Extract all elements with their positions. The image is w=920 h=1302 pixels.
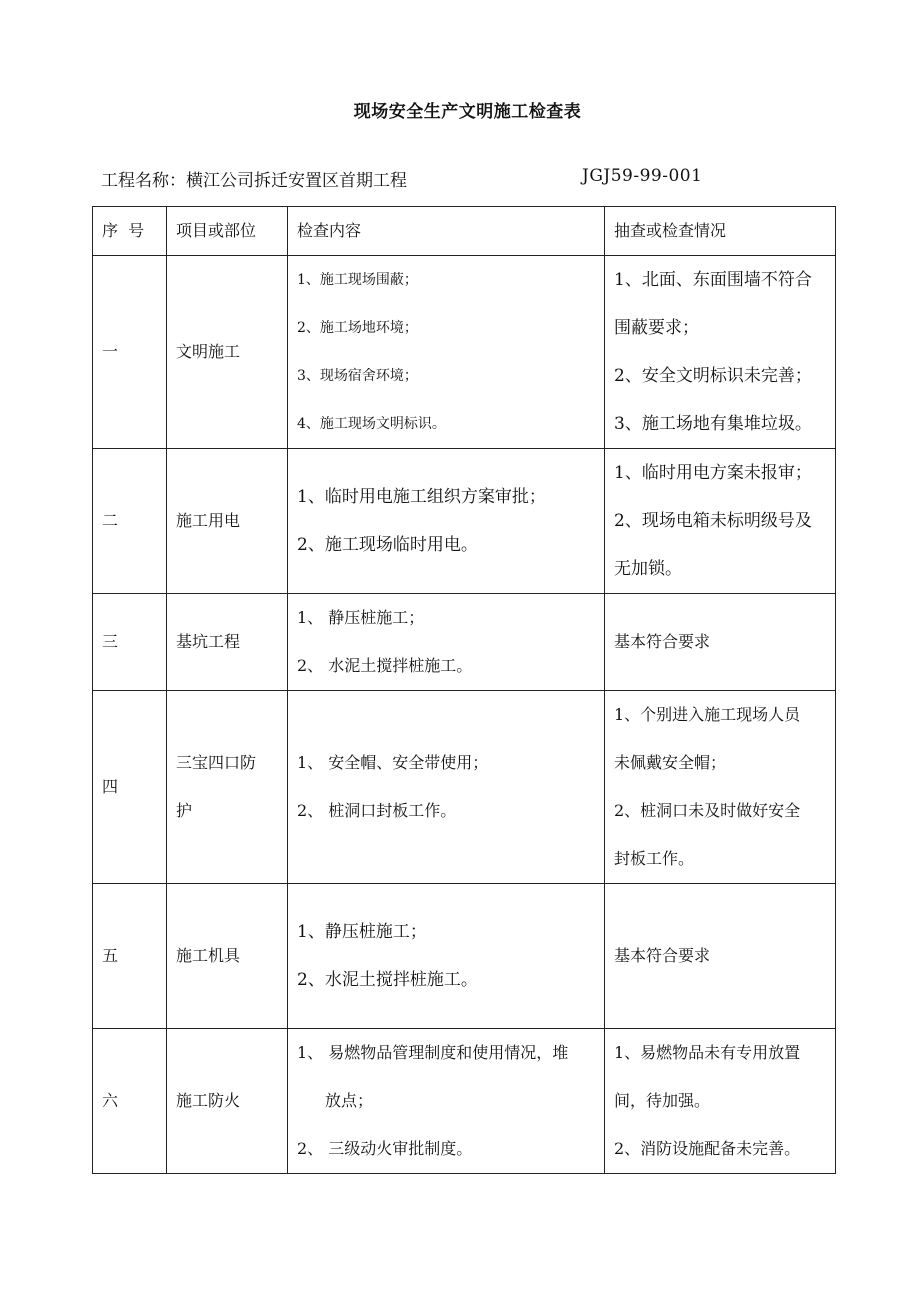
row-item: 施工防火 xyxy=(167,1029,288,1174)
project-name-label: 工程名称： xyxy=(101,171,186,191)
content-line: 1、 易燃物品管理制度和使用情况，堆 xyxy=(297,1043,569,1062)
result-line: 1、北面、东面围墙不符合 xyxy=(614,270,812,290)
row-content xyxy=(288,449,605,594)
result-line: 2、桩洞口未及时做好安全 xyxy=(614,801,801,820)
content-line: 1、 静压桩施工； xyxy=(297,608,425,627)
inspection-table xyxy=(92,206,836,1174)
result-line: 2、安全文明标识未完善； xyxy=(614,366,812,386)
table-row xyxy=(93,1029,836,1174)
row-no: 二 xyxy=(93,449,167,594)
content-line: 2、水泥土搅拌桩施工。 xyxy=(297,970,478,990)
result-line: 基本符合要求 xyxy=(614,632,711,651)
row-content xyxy=(288,256,605,449)
result-line: 1、个别进入施工现场人员 xyxy=(614,705,801,724)
result-line: 围蔽要求； xyxy=(614,318,699,338)
row-result xyxy=(605,594,836,691)
content-line: 2、 三级动火审批制度。 xyxy=(297,1139,473,1158)
project-name-value: 横江公司拆迁安置区首期工程 xyxy=(186,171,407,191)
row-item: 施工用电 xyxy=(167,449,288,594)
table-row xyxy=(93,691,836,884)
content-line: 1、 安全帽、安全带使用； xyxy=(297,753,489,772)
row-content xyxy=(288,1029,605,1174)
row-result xyxy=(605,449,836,594)
item-line: 护 xyxy=(176,801,193,820)
row-result xyxy=(605,1029,836,1174)
header-no: 序 号 xyxy=(93,207,167,256)
result-line: 1、易燃物品未有专用放置 xyxy=(614,1043,801,1062)
row-content xyxy=(288,884,605,1029)
content-line: 4、施工现场文明标识。 xyxy=(297,416,446,432)
result-line: 无加锁。 xyxy=(614,559,682,579)
form-code: JGJ59-99-001 xyxy=(582,166,703,186)
content-line: 2、 桩洞口封板工作。 xyxy=(297,801,457,820)
table-row xyxy=(93,884,836,1029)
row-no: 五 xyxy=(93,884,167,1029)
content-line: 1、施工现场围蔽； xyxy=(297,272,418,288)
content-line: 3、现场宿舍环境； xyxy=(297,368,418,384)
row-no: 一 xyxy=(93,256,167,449)
row-no: 三 xyxy=(93,594,167,691)
row-no: 六 xyxy=(93,1029,167,1174)
content-line: 2、施工场地环境； xyxy=(297,320,418,336)
content-line: 2、施工现场临时用电。 xyxy=(297,535,478,555)
content-line: 1、静压桩施工； xyxy=(297,922,427,942)
row-item: 基坑工程 xyxy=(167,594,288,691)
result-line: 间，待加强。 xyxy=(614,1091,711,1110)
header-content: 检查内容 xyxy=(288,207,605,256)
header-item: 项目或部位 xyxy=(167,207,288,256)
row-item xyxy=(167,691,288,884)
page-title: 现场安全生产文明施工检查表 xyxy=(353,102,582,122)
result-line: 2、现场电箱未标明级号及 xyxy=(614,511,812,531)
row-content xyxy=(288,594,605,691)
result-line: 2、消防设施配备未完善。 xyxy=(614,1139,801,1158)
table-row xyxy=(93,594,836,691)
row-content xyxy=(288,691,605,884)
content-line: 2、 水泥土搅拌桩施工。 xyxy=(297,656,473,675)
row-item: 文明施工 xyxy=(167,256,288,449)
item-line: 三宝四口防 xyxy=(176,753,257,772)
row-item: 施工机具 xyxy=(167,884,288,1029)
row-result xyxy=(605,256,836,449)
table-row xyxy=(93,256,836,449)
result-line: 基本符合要求 xyxy=(614,946,711,965)
row-no: 四 xyxy=(93,691,167,884)
result-line: 未佩戴安全帽； xyxy=(614,753,727,772)
result-line: 1、临时用电方案未报审； xyxy=(614,463,812,483)
content-line: 放点； xyxy=(325,1091,374,1110)
table-header-row xyxy=(93,207,836,256)
content-line: 1、临时用电施工组织方案审批； xyxy=(297,487,546,507)
header-result: 抽查或检查情况 xyxy=(605,207,836,256)
result-line: 3、施工场地有集堆垃圾。 xyxy=(614,414,812,434)
table-row xyxy=(93,449,836,594)
row-result xyxy=(605,691,836,884)
result-line: 封板工作。 xyxy=(614,849,695,868)
row-result xyxy=(605,884,836,1029)
project-name-line xyxy=(101,166,407,191)
